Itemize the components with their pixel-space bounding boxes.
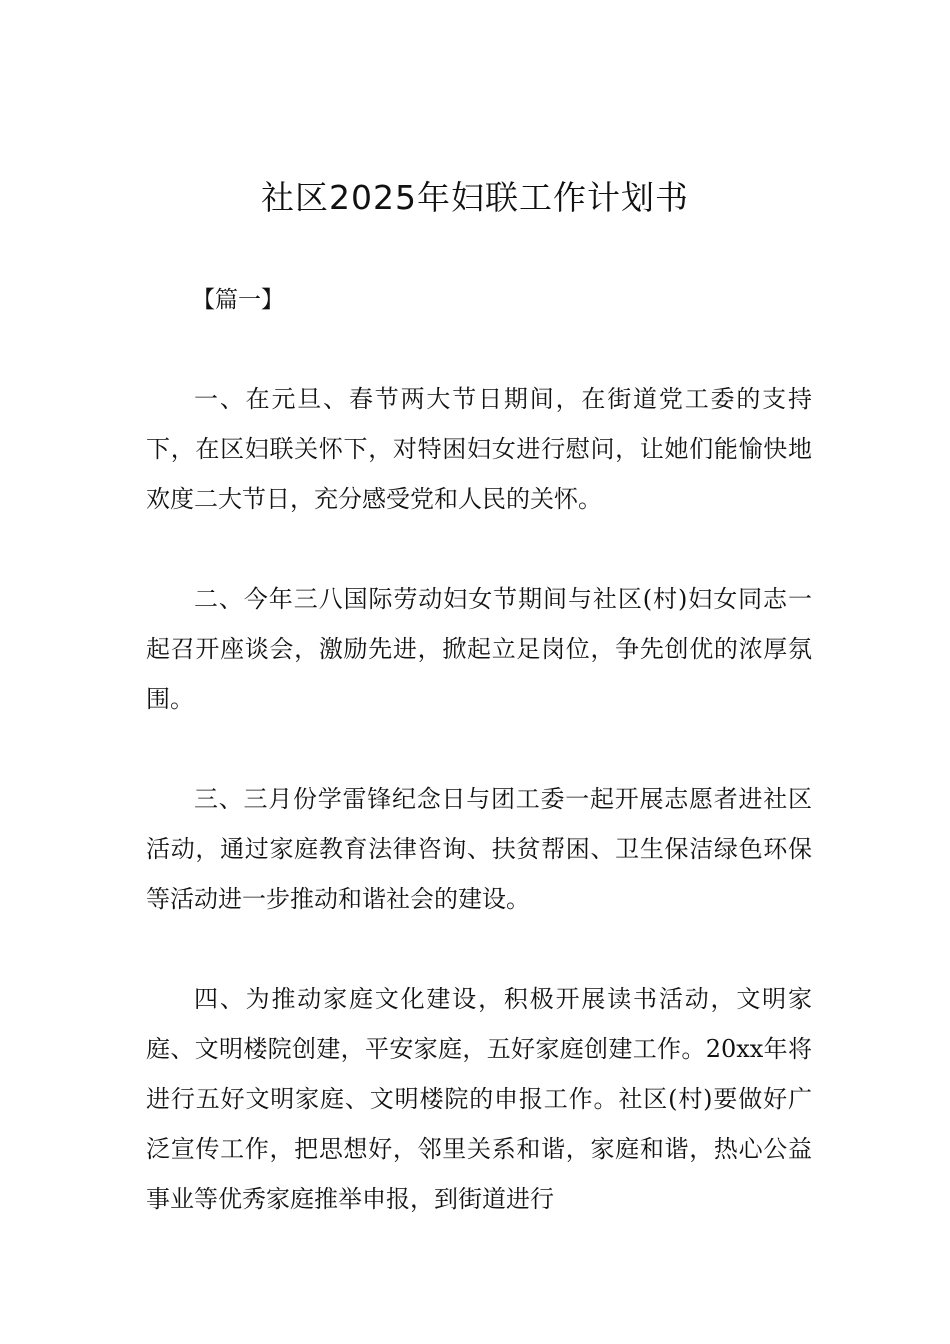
paragraph-1: 一、在元旦、春节两大节日期间，在街道党工委的支持下，在区妇联关怀下，对特困妇女进行慰问，让她们能愉快地欢度二大节日，充分感受党和人民的关怀。 [146, 385, 812, 513]
paragraph-4: 四、为推动家庭文化建设，积极开展读书活动，文明家庭、文明楼院创建，平安家庭，五好家庭创建工作。20xx年将进行五好文明家庭、文明楼院的申报工作。社区(村)要做好广泛宣传工作，把思想好，邻里关系和谐，家庭和谐，热心公益事业等优秀家庭推举申报，到街道进行 [146, 985, 812, 1213]
paragraph-3: 三、三月份学雷锋纪念日与团工委一起开展志愿者进社区活动，通过家庭教育法律咨询、扶贫帮困、卫生保洁绿色环保等活动进一步推动和谐社会的建设。 [146, 785, 812, 913]
section-label: 【篇一】 [192, 287, 284, 313]
paragraph-2: 二、今年三八国际劳动妇女节期间与社区(村)妇女同志一起召开座谈会，激励先进，掀起立足岗位，争先创优的浓厚氛围。 [146, 585, 812, 713]
document-title: 社区2025年妇联工作计划书 [261, 178, 689, 217]
